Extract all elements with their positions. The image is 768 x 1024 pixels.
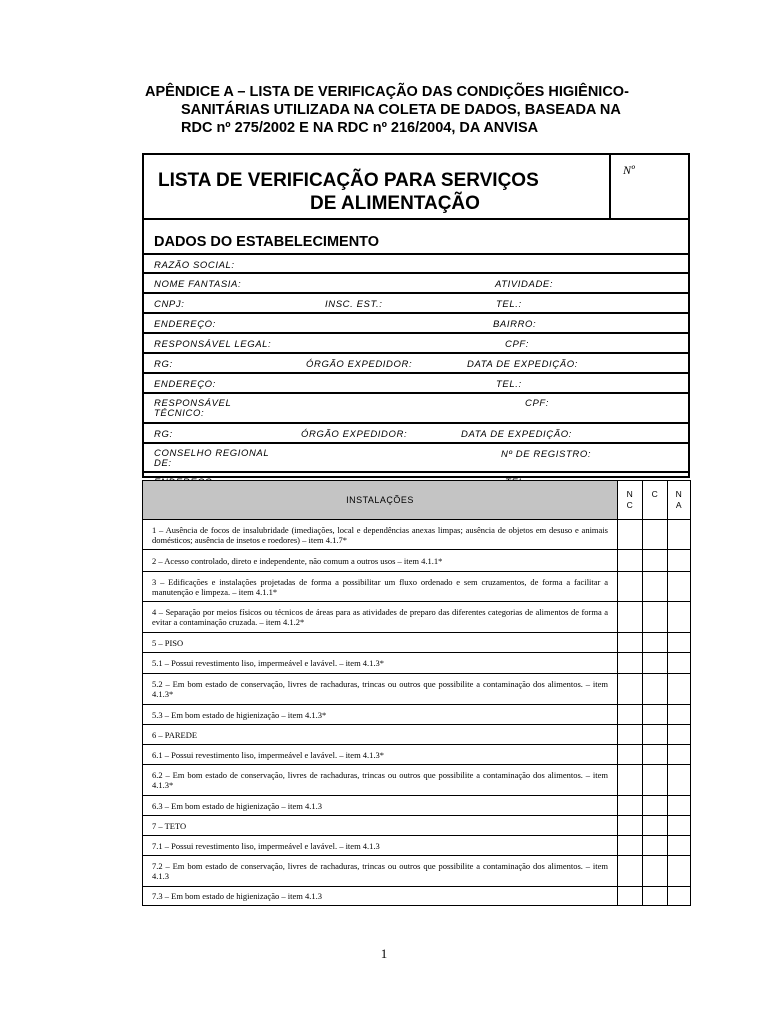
checklist-item-text: 5.2 – Em bom estado de conservação, livres de rachaduras, trincas ou outros que possibilite a contaminação dos alimentos. – item 4.1.3* <box>143 674 618 705</box>
page-number: 1 <box>380 946 388 961</box>
na-cell[interactable] <box>668 887 691 906</box>
c-cell[interactable] <box>643 836 668 856</box>
responsavel-tecnico-label: RESPONSÁVEL TÉCNICO: <box>154 398 232 419</box>
checklist-row <box>143 856 691 887</box>
na-cell[interactable] <box>668 816 691 836</box>
col-c-label: C <box>651 489 659 499</box>
field-row-endereco-2[interactable] <box>144 374 688 394</box>
c-cell[interactable] <box>643 572 668 602</box>
c-cell[interactable] <box>643 520 668 550</box>
checklist-row <box>143 836 691 856</box>
field-row-nome-fantasia[interactable] <box>144 274 688 294</box>
razao-social-label: RAZÃO SOCIAL: <box>154 260 235 271</box>
checklist-item-text: 6.1 – Possui revestimento liso, impermeável e lavável. – item 4.1.3* <box>143 745 618 765</box>
na-cell[interactable] <box>668 520 691 550</box>
nc-cell[interactable] <box>618 765 643 796</box>
orgao-expedidor-label: ÓRGÃO EXPEDIDOR: <box>301 429 408 440</box>
na-cell[interactable] <box>668 796 691 816</box>
checklist-item-text: 7.1 – Possui revestimento liso, impermeável e lavável. – item 4.1.3 <box>143 836 618 856</box>
checklist-item-text: 6.3 – Em bom estado de higienização – item 4.1.3 <box>143 796 618 816</box>
col-na-label: N A <box>675 489 683 510</box>
checklist-item-text: 5.3 – Em bom estado de higienização – item 4.1.3* <box>143 705 618 725</box>
nc-cell[interactable] <box>618 674 643 705</box>
na-cell[interactable] <box>668 653 691 674</box>
checklist-item-text: 5.1 – Possui revestimento liso, impermeável e lavável. – item 4.1.3* <box>143 653 618 674</box>
rg-label: RG: <box>154 359 173 370</box>
section-title: DADOS DO ESTABELECIMENTO <box>144 220 688 255</box>
orgao-expedidor-label: ÓRGÃO EXPEDIDOR: <box>306 359 413 370</box>
atividade-label: ATIVIDADE: <box>495 279 554 290</box>
nome-fantasia-label: NOME FANTASIA: <box>154 279 242 290</box>
tel-label: TEL.: <box>496 299 522 310</box>
field-row-responsavel-legal[interactable] <box>144 334 688 354</box>
c-cell[interactable] <box>643 765 668 796</box>
checklist-header <box>143 481 691 520</box>
c-cell[interactable] <box>643 653 668 674</box>
insc-est-label: INSC. EST.: <box>325 299 383 310</box>
nc-cell[interactable] <box>618 653 643 674</box>
nc-cell[interactable] <box>618 602 643 633</box>
nc-cell[interactable] <box>618 572 643 602</box>
nc-cell[interactable] <box>618 836 643 856</box>
checklist-item-text: 3 – Edificações e instalações projetadas de forma a possibilitar um fluxo ordenado e sem cruzamentos, de forma a facilitar a manutenção e limpeza. – item 4.1.1* <box>143 572 618 602</box>
checklist-item-text: 5 – PISO <box>143 633 618 653</box>
checklist-item-text: 7.2 – Em bom estado de conservação, livres de rachaduras, trincas ou outros que possibilite a contaminação dos alimentos. – item 4.1.3 <box>143 856 618 887</box>
c-cell[interactable] <box>643 816 668 836</box>
rg-label: RG: <box>154 429 173 440</box>
nc-cell[interactable] <box>618 796 643 816</box>
nc-cell[interactable] <box>618 550 643 572</box>
checklist-row <box>143 602 691 633</box>
checklist-row <box>143 520 691 550</box>
na-cell[interactable] <box>668 602 691 633</box>
na-cell[interactable] <box>668 674 691 705</box>
na-cell[interactable] <box>668 856 691 887</box>
checklist-header-title: INSTALAÇÕES <box>143 481 618 520</box>
checklist-item-text: 4 – Separação por meios físicos ou técnicos de áreas para as atividades de preparo das diferentes categorias de alimentos de forma a evitar a contaminação cruzada. – item 4.1.2* <box>143 602 618 633</box>
form-title <box>158 169 608 215</box>
nc-cell[interactable] <box>618 633 643 653</box>
c-cell[interactable] <box>643 602 668 633</box>
checklist-row <box>143 653 691 674</box>
establishment-form <box>142 153 690 478</box>
cpf-label: CPF: <box>505 339 530 350</box>
checklist-row <box>143 725 691 745</box>
c-cell[interactable] <box>643 887 668 906</box>
field-row-razao-social[interactable] <box>144 255 688 274</box>
checklist-item-text: 2 – Acesso controlado, direto e independente, não comum a outros usos – item 4.1.1* <box>143 550 618 572</box>
cnpj-label: CNPJ: <box>154 299 185 310</box>
cpf-label: CPF: <box>525 398 550 409</box>
checklist-item-text: 6.2 – Em bom estado de conservação, livres de rachaduras, trincas ou outros que possibilite a contaminação dos alimentos. – item 4.1.3* <box>143 765 618 796</box>
field-row-endereco[interactable] <box>144 314 688 334</box>
c-cell[interactable] <box>643 725 668 745</box>
na-cell[interactable] <box>668 633 691 653</box>
c-cell[interactable] <box>643 550 668 572</box>
c-cell[interactable] <box>643 856 668 887</box>
responsavel-legal-label: RESPONSÁVEL LEGAL: <box>154 339 272 350</box>
form-number-box[interactable] <box>609 155 688 218</box>
col-na-header <box>668 481 691 520</box>
checklist-row <box>143 572 691 602</box>
field-row-conselho[interactable] <box>144 444 688 473</box>
checklist-row <box>143 705 691 725</box>
checklist-row <box>143 674 691 705</box>
checklist-row <box>143 745 691 765</box>
na-cell[interactable] <box>668 705 691 725</box>
appendix-line-1: APÊNDICE A – LISTA DE VERIFICAÇÃO DAS CONDIÇÕES HIGIÊNICO- <box>145 84 629 100</box>
appendix-heading <box>145 83 705 137</box>
checklist-item-text: 6 – PAREDE <box>143 725 618 745</box>
checklist-item-text: 7.3 – Em bom estado de higienização – item 4.1.3 <box>143 887 618 906</box>
checklist-row <box>143 816 691 836</box>
checklist-row <box>143 633 691 653</box>
nc-cell[interactable] <box>618 856 643 887</box>
checklist-item-text: 1 – Ausência de focos de insalubridade (imediações, local e dependências anexas limpas; ausência de objetos em desuso e animais domésticos; ausência de insetos e roedores) – item 4.1.7* <box>143 520 618 550</box>
na-cell[interactable] <box>668 745 691 765</box>
checklist-row <box>143 887 691 906</box>
c-cell[interactable] <box>643 705 668 725</box>
nc-cell[interactable] <box>618 520 643 550</box>
col-c-header <box>643 481 668 520</box>
registro-label: Nº DE REGISTRO: <box>501 449 592 460</box>
form-number-label: Nº <box>623 163 635 177</box>
bairro-label: BAIRRO: <box>493 319 537 330</box>
nc-cell[interactable] <box>618 887 643 906</box>
checklist-table <box>142 480 691 906</box>
data-expedicao-label: DATA DE EXPEDIÇÃO: <box>461 429 572 440</box>
field-row-rg-2[interactable] <box>144 424 688 444</box>
tel-label: TEL.: <box>496 379 522 390</box>
checklist-item-text: 7 – TETO <box>143 816 618 836</box>
nc-cell[interactable] <box>618 705 643 725</box>
c-cell[interactable] <box>643 674 668 705</box>
field-row-responsavel-tecnico[interactable] <box>144 394 688 424</box>
c-cell[interactable] <box>643 745 668 765</box>
col-nc-header <box>618 481 643 520</box>
endereco-label: ENDEREÇO: <box>154 319 216 330</box>
checklist-row <box>143 550 691 572</box>
na-cell[interactable] <box>668 725 691 745</box>
form-title-row <box>144 155 688 220</box>
checklist-row <box>143 765 691 796</box>
col-nc-label: N C <box>626 489 634 510</box>
form-title-line-1: LISTA DE VERIFICAÇÃO PARA SERVIÇOS <box>158 170 539 191</box>
field-row-cnpj[interactable] <box>144 294 688 314</box>
na-cell[interactable] <box>668 836 691 856</box>
endereco-label: ENDEREÇO: <box>154 379 216 390</box>
appendix-line-2: SANITÁRIAS UTILIZADA NA COLETA DE DADOS, BASEADA NA <box>181 102 621 118</box>
checklist-row <box>143 796 691 816</box>
appendix-line-3: RDC nº 275/2002 E NA RDC nº 216/2004, DA ANVISA <box>181 120 539 136</box>
nc-cell[interactable] <box>618 745 643 765</box>
form-title-line-2: DE ALIMENTAÇÃO <box>310 193 480 214</box>
na-cell[interactable] <box>668 550 691 572</box>
conselho-regional-label: CONSELHO REGIONAL DE: <box>154 448 270 469</box>
na-cell[interactable] <box>668 572 691 602</box>
data-expedicao-label: DATA DE EXPEDIÇÃO: <box>467 359 578 370</box>
c-cell[interactable] <box>643 796 668 816</box>
nc-cell[interactable] <box>618 725 643 745</box>
c-cell[interactable] <box>643 633 668 653</box>
field-row-rg[interactable] <box>144 354 688 374</box>
nc-cell[interactable] <box>618 816 643 836</box>
na-cell[interactable] <box>668 765 691 796</box>
